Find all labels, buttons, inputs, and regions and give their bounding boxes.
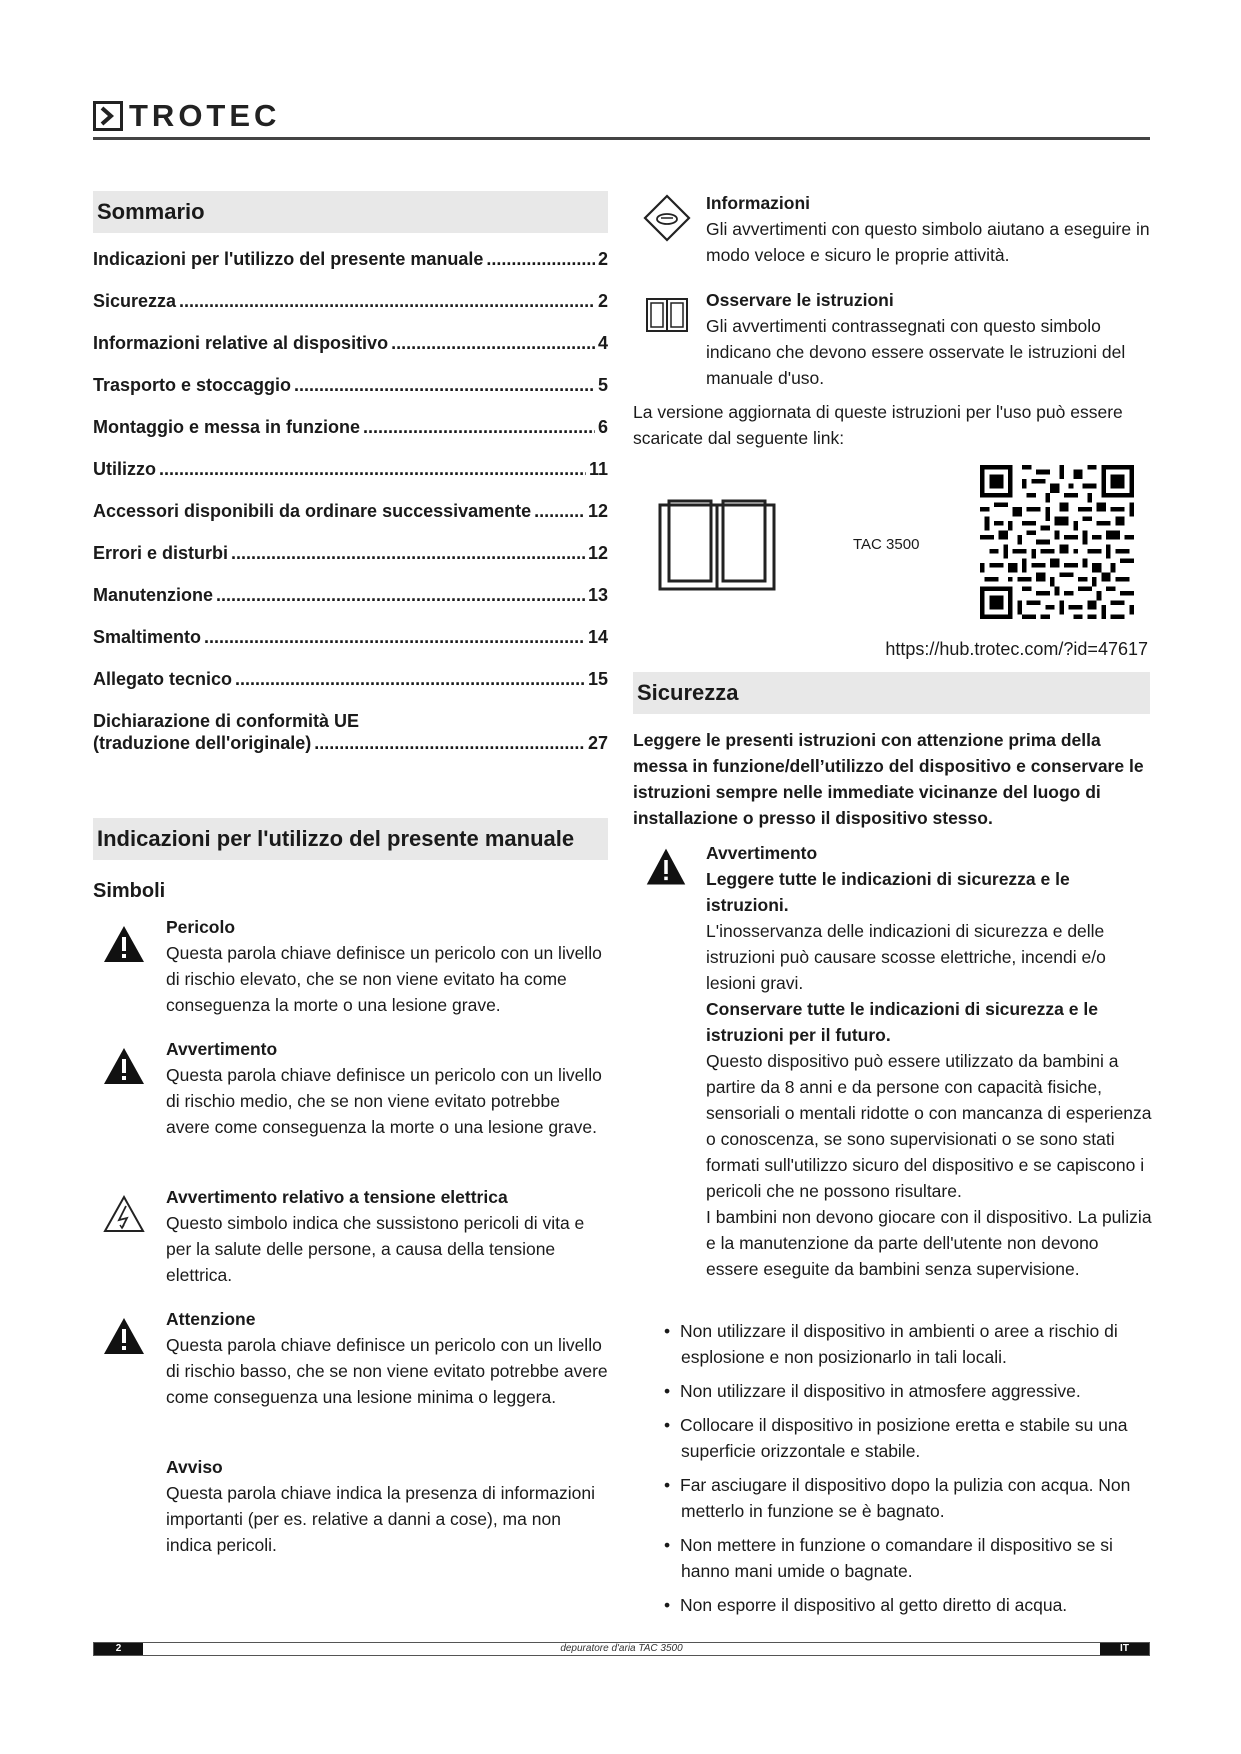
language-code: IT <box>1100 1643 1149 1655</box>
toc-entry[interactable]: Manutenzione ..... 13 <box>93 584 608 626</box>
toc-entry[interactable]: Utilizzo ..... 11 <box>93 458 608 500</box>
toc-title: Sommario <box>93 191 608 233</box>
header-divider <box>93 137 1150 140</box>
toc-entry[interactable]: Accessori disponibili da ordinare successivamente ..... 12 <box>93 500 608 542</box>
toc-entry[interactable]: Dichiarazione di conformità UE (traduzione dell'originale) ..... 27 <box>93 710 608 772</box>
document-name: depuratore d'aria TAC 3500 <box>560 1643 683 1654</box>
list-item: • Non mettere in funzione o comandare il dispositivo se si hanno mani umide o bagnate. <box>664 1535 1113 1581</box>
symbols-subtitle: Simboli <box>93 880 166 902</box>
list-item: • Collocare il dispositivo in posizione eretta e stabile su una superficie orizzontale e stabile. <box>664 1415 1128 1461</box>
list-item: • Far asciugare il dispositivo dopo la pulizia con acqua. Non metterlo in funzione se è bagnato. <box>664 1475 1131 1521</box>
symbol-entry: Pericolo Questa parola chiave definisce un pericolo con un livello di rischio elevato, che se non viene evitato ha come conseguenza la morte o una lesione grave. <box>93 914 608 1018</box>
info-hand-icon <box>643 194 691 242</box>
brand-logo <box>93 100 280 132</box>
brand-name: TROTEC <box>129 98 281 133</box>
warning-triangle-icon <box>103 924 145 964</box>
safety-warning: Avvertimento Leggere tutte le indicazioni di sicurezza e le istruzioni. L'inosservanza delle indicazioni di sicurezza e delle istruzioni può causare scosse elettriche, incendi e/o lesioni gravi. Conservare tutte le indicazioni di sicurezza e le istruzioni per il futuro. Questo dispositivo può essere utilizzato da bambini a partire da 8 anni e da persone con capacità fisiche, sensoriali o mentali ridotte o con mancanza di esperienza o conoscenza, se sono supervisionati o se sono stati formati sull'utilizzo sicuro del dispositivo e se capiscono i pericoli che ne possono risultare. I bambini non devono giocare con il dispositivo. La pulizia e la manutenzione da parte dell'utente non devono essere eseguite da bambini senza supervisione. <box>640 840 1155 1282</box>
toc-entry[interactable]: Montaggio e messa in funzione ..... 6 <box>93 416 608 458</box>
toc-entry[interactable]: Sicurezza ..... 2 <box>93 290 608 332</box>
safety-intro: Leggere le presenti istruzioni con attenzione prima della messa in funzione/dell’utilizzo del dispositivo e conservare le istruzioni sempre nelle immediate vicinanze del luogo di installazione o presso il dispositivo stesso. <box>633 730 1144 828</box>
trotec-logo-icon <box>93 101 123 131</box>
page-number: 2 <box>94 1643 143 1655</box>
toc-entry[interactable]: Indicazioni per l'utilizzo del presente manuale ..... 2 <box>93 248 608 290</box>
open-book-icon <box>657 497 777 593</box>
model-label: TAC 3500 <box>853 536 920 553</box>
toc-entry[interactable]: Informazioni relative al dispositivo ..... 4 <box>93 332 608 374</box>
symbol-entry: Avvertimento Questa parola chiave definisce un pericolo con un livello di rischio medio, che se non viene evitato potrebbe avere come conseguenza la morte o una lesione grave. <box>93 1036 608 1140</box>
symbol-entry: Avvertimento relativo a tensione elettrica Questo simbolo indica che sussistono pericoli di vita e per la salute delle persone, a causa della tensione elettrica. <box>93 1184 608 1288</box>
download-link[interactable]: https://hub.trotec.com/?id=47617 <box>885 639 1148 659</box>
instructions-entry: Osservare le istruzioni Gli avvertimenti contrassegnati con questo simbolo indicano che devono essere osservate le istruzioni del manuale d'uso. <box>640 287 1155 391</box>
safety-section-title: Sicurezza <box>633 672 1150 714</box>
manual-book-icon <box>643 291 691 339</box>
page-footer <box>93 1642 1150 1656</box>
warning-triangle-icon <box>103 1046 145 1086</box>
list-item: • Non esporre il dispositivo al getto diretto di acqua. <box>664 1595 1068 1615</box>
list-item: • Non utilizzare il dispositivo in ambienti o aree a rischio di esplosione e non posizionarlo in tali locali. <box>664 1321 1118 1367</box>
warning-triangle-icon <box>103 1316 145 1356</box>
toc-entry[interactable]: Trasporto e stoccaggio ..... 5 <box>93 374 608 416</box>
toc-entry[interactable]: Smaltimento ..... 14 <box>93 626 608 668</box>
warning-triangle-icon <box>644 846 688 888</box>
table-of-contents <box>93 248 608 772</box>
toc-entry[interactable]: Allegato tecnico ..... 15 <box>93 668 608 710</box>
download-info: La versione aggiornata di queste istruzioni per l'uso può essere scaricate dal seguente link: <box>633 402 1123 448</box>
toc-entry[interactable]: Errori e disturbi ..... 12 <box>93 542 608 584</box>
qr-code[interactable] <box>980 465 1134 619</box>
list-item: • Non utilizzare il dispositivo in atmosfere aggressive. <box>664 1381 1081 1401</box>
info-entry: Informazioni Gli avvertimenti con questo simbolo aiutano a eseguire in modo veloce e sicuro le proprie attività. <box>640 190 1155 268</box>
symbol-entry: Avviso Questa parola chiave indica la presenza di informazioni importanti (per es. relative a danni a cose), ma non indica pericoli. <box>166 1457 595 1555</box>
safety-bullet-list <box>640 1318 1160 1626</box>
electric-voltage-icon <box>103 1194 145 1234</box>
symbol-entry: Attenzione Questa parola chiave definisce un pericolo con un livello di rischio basso, che se non viene evitato potrebbe avere come conseguenza una lesione minima o leggera. <box>93 1306 608 1410</box>
manual-section-title: Indicazioni per l'utilizzo del presente manuale <box>93 818 608 860</box>
